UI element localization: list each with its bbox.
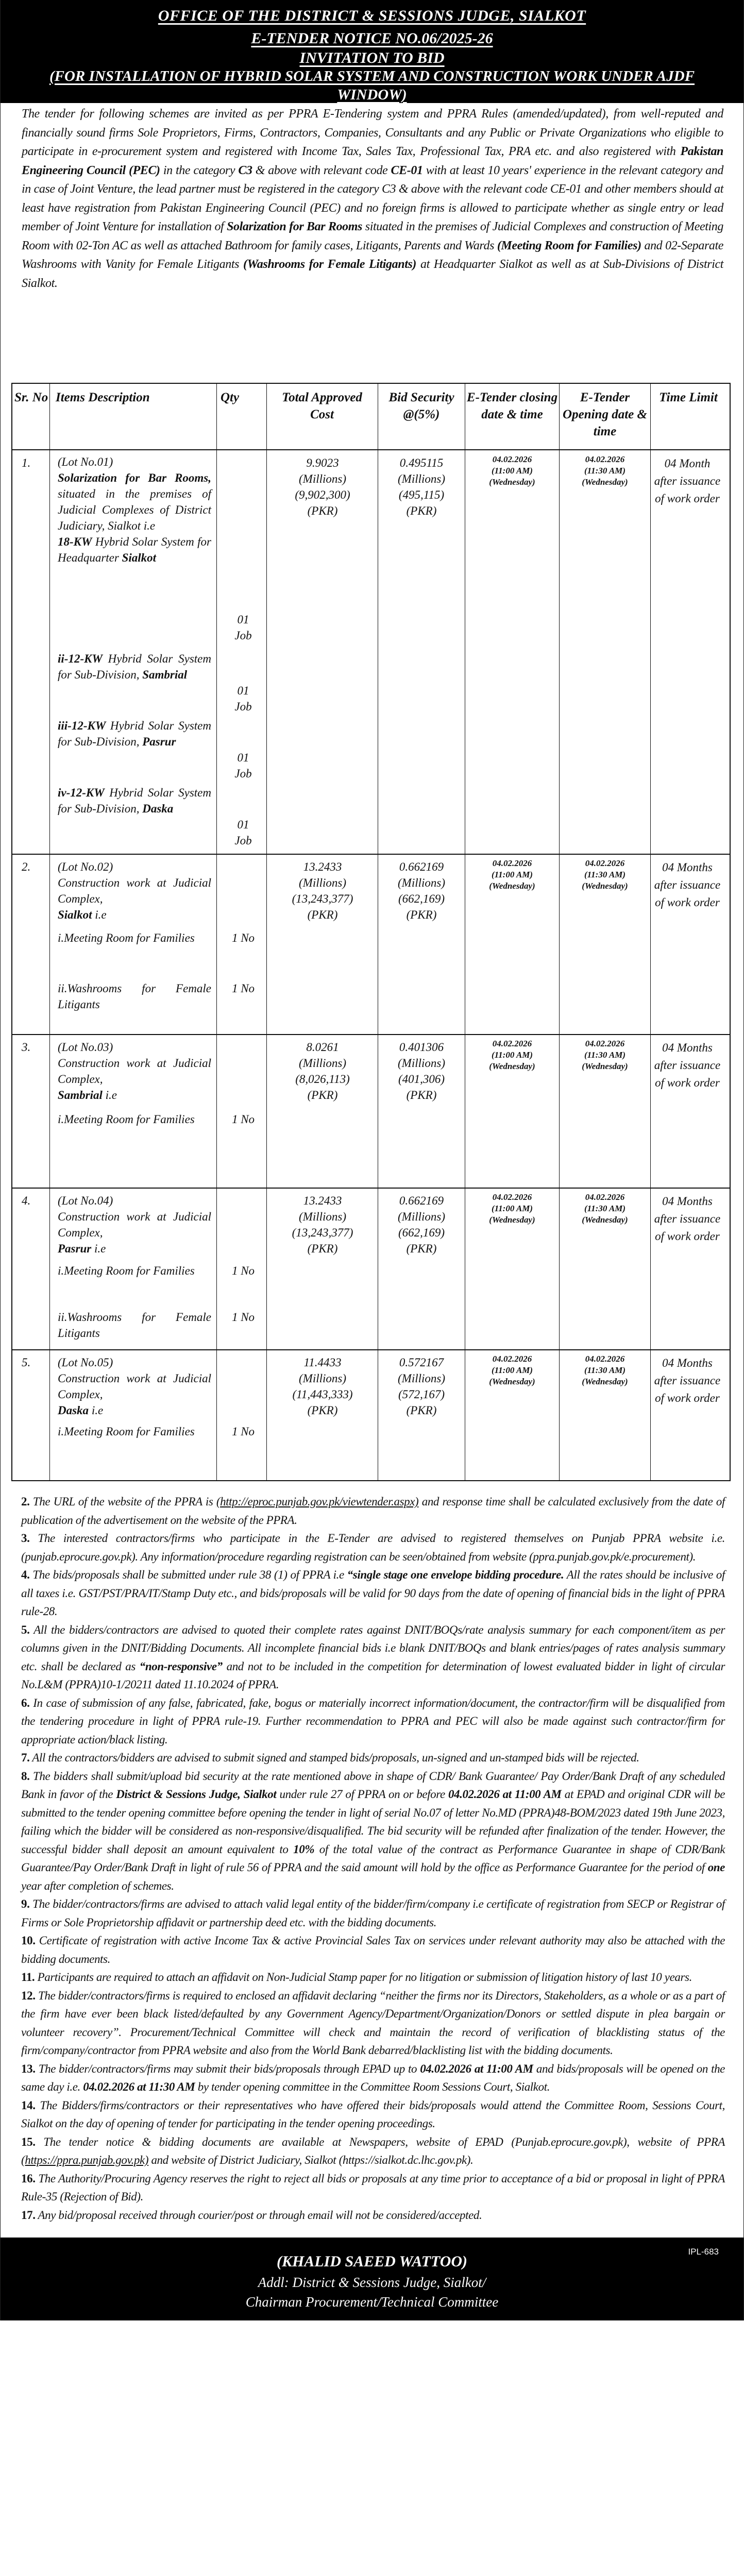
- clause-text: and website of District Judiciary, Sialkot (https://sialkot.dc.lhc.gov.pk).: [148, 2154, 474, 2166]
- clause-17: [21, 2206, 725, 2225]
- tender-notice-number: E-TENDER NOTICE NO.06/2025-26: [251, 30, 493, 47]
- item-capacity: 18-KW: [58, 535, 92, 548]
- clause-3: [21, 1529, 725, 1566]
- clause-emphasis: one: [707, 1861, 725, 1874]
- row-4-item-1-qty: 1 No: [231, 1264, 255, 1277]
- total-approved-cost-line: (11,443,333): [292, 1388, 353, 1401]
- row-4-closing-date-time: [466, 1192, 559, 1226]
- clause-number: 4.: [21, 1568, 30, 1581]
- lot-description: Construction work at Judicial Complex,: [58, 1057, 211, 1086]
- clause-number: 8.: [21, 1769, 30, 1783]
- opening-date-time-line: (Wednesday): [582, 1215, 628, 1225]
- row-4-item-1-description: i.Meeting Room for Families: [58, 1264, 195, 1277]
- total-approved-cost-line: 8.0261: [306, 1041, 339, 1054]
- row-1-item-2-qty: 01 Job: [234, 684, 252, 713]
- row-1-item-4-qty: 01 Job: [234, 818, 252, 847]
- row-2-opening-date-time: [560, 858, 650, 892]
- bid-security-line: (572,167): [398, 1388, 445, 1401]
- clause-text: Certificate of registration with active Income Tax & active Provincial Sales Tax on services under relevant authority may also be attached with the bidding documents.: [21, 1934, 725, 1965]
- row-3-opening-date-time: [560, 1038, 650, 1072]
- opening-date-time-line: 04.02.2026: [585, 454, 625, 464]
- clause-number: 14.: [21, 2098, 36, 2112]
- row-1-item-4-description: [58, 785, 211, 817]
- clause-8: [21, 1767, 725, 1895]
- total-approved-cost-line: (PKR): [307, 908, 338, 921]
- closing-date-time-line: 04.02.2026: [492, 858, 532, 868]
- clause-4: [21, 1566, 725, 1621]
- row-3-time-limit: 04 Months after issuance of work order: [654, 1041, 721, 1089]
- row-2-description: [58, 859, 211, 923]
- closing-date-time-line: (Wednesday): [489, 477, 535, 487]
- bid-security-line: 0.572167: [399, 1356, 444, 1369]
- clause-text: Participants are required to attach an affidavit on Non-Judicial Stamp paper for no litigation or submission of litigation history of last 10 years.: [35, 1971, 692, 1984]
- clause-11: [21, 1968, 725, 1987]
- closing-date-time-line: (11:00 AM): [491, 870, 533, 879]
- row-5-total-approved-cost: [269, 1354, 376, 1418]
- clause-16: [21, 2170, 725, 2206]
- opening-date-time-line: (Wednesday): [582, 1377, 628, 1386]
- item-text: Hybrid Solar System for Sub-Division,: [58, 719, 211, 748]
- clause-text: The interested contractors/firms who participate in the E-Tender are advised to registered themselves on Punjab PPRA website i.e. (punjab.eprocure.gov.pk). Any information/procedure regarding registration can be seen/obtained from website (ppra.punjab.gov.pk/e.procurement).: [21, 1532, 725, 1563]
- bid-security-line: (PKR): [406, 908, 437, 921]
- clause-text: by tender opening committee in the Committee Room Sessions Court, Sialkot.: [195, 2080, 550, 2093]
- clause-5: [21, 1621, 725, 1694]
- item-text: Hybrid Solar System for Headquarter: [58, 535, 211, 564]
- row-1-time-limit: 04 Month after issuance of work order: [654, 457, 721, 505]
- total-approved-cost-line: (9,902,300): [295, 488, 350, 501]
- header-total-approved-cost: Total Approved Cost: [282, 391, 362, 421]
- row-1-opening-date-time: [560, 454, 650, 488]
- row-2-sr: 2.: [22, 860, 31, 873]
- clause-emphasis: 10%: [293, 1842, 315, 1856]
- lot-number: (Lot No.04): [58, 1194, 113, 1207]
- clause-7: [21, 1749, 725, 1767]
- row-5-time-limit: 04 Months after issuance of work order: [654, 1357, 721, 1404]
- row-1-description: [58, 454, 211, 566]
- item-location: Pasrur: [142, 735, 176, 748]
- clause-number: 3.: [21, 1532, 30, 1545]
- item-capacity: ii-12-KW: [58, 652, 103, 665]
- item-text: Hybrid Solar System for Sub-Division,: [58, 786, 211, 815]
- lot-number: (Lot No.03): [58, 1041, 113, 1054]
- clause-14: [21, 2096, 725, 2133]
- row-2-item-2-qty: 1 No: [231, 982, 255, 995]
- clause-text: All the bidders/contractors are advised to quoted their complete rates against DNIT/BOQs/rate analysis summary for each component/item as per columns given in the DNIT/Bidding Documents. All incomplete financial bids i.e blank DNIT/BOQs and blank entries/pages of rates analysis summary etc. shall be declared as: [21, 1623, 725, 1673]
- opening-date-time-line: (11:30 AM): [584, 1050, 626, 1060]
- bid-security-line: (495,115): [398, 488, 445, 501]
- intro-text: & above with relevant code: [252, 163, 391, 177]
- opening-date-time-line: (Wednesday): [582, 477, 628, 487]
- row-4-sr: 4.: [22, 1194, 31, 1207]
- bid-security-line: (662,169): [398, 1226, 445, 1239]
- total-approved-cost-line: (PKR): [307, 1089, 338, 1101]
- signatory-committee: Chairman Procurement/Technical Committee: [245, 2294, 499, 2310]
- tender-schedule-table: [11, 383, 731, 1481]
- lot-location: Sambrial: [58, 1089, 103, 1101]
- intro-bold-category: C3: [238, 163, 252, 177]
- publication-reference: IPL-683: [688, 2247, 719, 2257]
- intro-text: The tender for following schemes are invited as per PPRA E-Tendering system and PPRA Rules (amended/updated), from well-reputed and financially sound firms Sole Proprietors, Firms, Contractors, Companies, Consultants and any Public or Private Organizations who eligible to participate in e-procurement system and registered with Income Tax, Sales Tax, Professional Tax, PRA etc. and also registered with: [22, 107, 723, 158]
- row-divider: [12, 854, 730, 855]
- closing-date-time-line: (Wednesday): [489, 1215, 535, 1225]
- clause-text: All the rates should be inclusive of all taxes i.e. GST/PST/PRA/IT/Stamp Duty etc., and bids/proposals will be valid for 90 days from the date of opening of financial bids in the light of PPRA rule-28.: [21, 1568, 725, 1618]
- column-divider: [266, 384, 267, 1480]
- bid-security-line: (Millions): [398, 1057, 445, 1070]
- item-location: Sialkot: [122, 551, 157, 564]
- lot-location: Sialkot: [58, 908, 92, 921]
- clause-text: and response time shall be calculated exclusively from the date of publication of the advertisement on the website of the PPRA.: [21, 1495, 725, 1527]
- row-divider: [12, 1034, 730, 1035]
- total-approved-cost-line: (8,026,113): [295, 1073, 350, 1086]
- header-sr-no: Sr. No: [14, 391, 48, 404]
- clause-text: The Bidders/firms/contractors or their representatives who have offered their bids/proposals would attend the Committee Room, Sessions Court, Sialkot on the day of opening of tender for participating in the tender opening proceedings.: [21, 2098, 725, 2130]
- intro-text: situated in the premises of Judicial Complexes and construction of Meeting Room with 02-Ton AC as well as attached Bathroom for family cases, Litigants, Parents and Wards: [22, 220, 724, 252]
- clause-9: [21, 1895, 725, 1931]
- total-approved-cost-line: 13.2433: [303, 1194, 342, 1207]
- clause-emphasis: “non-responsive”: [139, 1659, 223, 1673]
- total-approved-cost-line: (13,243,377): [292, 1226, 353, 1239]
- row-divider: [12, 449, 730, 450]
- row-3-description: [58, 1039, 211, 1103]
- item-capacity: iii-12-KW: [58, 719, 106, 732]
- item-capacity: iv-12-KW: [58, 786, 105, 799]
- total-approved-cost-line: (Millions): [299, 472, 346, 485]
- row-2-item-1-qty: 1 No: [231, 931, 255, 944]
- bid-security-line: (401,306): [398, 1073, 445, 1086]
- clause-number: 9.: [21, 1897, 30, 1910]
- lot-ie: i.e: [102, 1089, 117, 1101]
- clause-number: 6.: [21, 1696, 30, 1709]
- row-divider: [12, 1349, 730, 1350]
- opening-date-time-line: 04.02.2026: [585, 1039, 625, 1048]
- lot-description: situated in the premises of Judicial Complexes of District Judiciary, Sialkot i.e: [58, 487, 211, 532]
- bid-security-line: (Millions): [398, 1372, 445, 1385]
- intro-bold-washrooms: (Washrooms for Female Litigants): [243, 258, 416, 271]
- terms-and-conditions: [21, 1493, 725, 2238]
- clause-number: 2.: [21, 1495, 30, 1508]
- row-4-item-2-qty: 1 No: [231, 1311, 255, 1324]
- row-1-closing-date-time: [466, 454, 559, 488]
- closing-date-time-line: 04.02.2026: [492, 1192, 532, 1202]
- closing-date-time-line: 04.02.2026: [492, 1039, 532, 1048]
- bid-security-line: 0.401306: [399, 1041, 444, 1054]
- header-items-description: Items Description: [56, 391, 150, 404]
- total-approved-cost-line: (Millions): [299, 876, 346, 889]
- total-approved-cost-line: (PKR): [307, 504, 338, 517]
- closing-date-time-line: (11:00 AM): [491, 1204, 533, 1213]
- clause-text: In case of submission of any false, fabricated, fake, bogus or materially incorrect information/document, the contractor/firm will be disqualified from the tendering procedure in light of PPRA rule-19. Further recommendation to PPRA and PEC will also be made against such contractor/firm for appropriate action/black listing.: [21, 1696, 725, 1746]
- total-approved-cost-line: 9.9023: [306, 456, 339, 469]
- closing-date-time-line: (Wednesday): [489, 1377, 535, 1386]
- lot-ie: i.e: [91, 1242, 106, 1255]
- clause-10: [21, 1931, 725, 1968]
- row-4-opening-date-time: [560, 1192, 650, 1226]
- row-1-total-approved-cost: [269, 455, 376, 519]
- row-5-closing-date-time: [466, 1353, 559, 1387]
- office-title: OFFICE OF THE DISTRICT & SESSIONS JUDGE, SIALKOT: [158, 7, 586, 24]
- opening-date-time-line: (Wednesday): [582, 881, 628, 891]
- notice-header: [1, 0, 743, 103]
- intro-text: at Headquarter Sialkot as well as at Sub-Divisions of District Sialkot.: [22, 258, 723, 290]
- header-closing-date: E-Tender closing date & time: [466, 391, 558, 421]
- closing-date-time-line: (11:00 AM): [491, 466, 533, 476]
- clause-number: 12.: [21, 1989, 36, 2002]
- intro-bold-solarization: Solarization for Bar Rooms: [227, 220, 362, 233]
- bid-security-line: (PKR): [406, 1404, 437, 1417]
- lot-description: Construction work at Judicial Complex,: [58, 1210, 211, 1239]
- bid-security-line: (PKR): [406, 504, 437, 517]
- row-1-item-2-description: [58, 651, 211, 683]
- clause-number: 15.: [21, 2135, 36, 2148]
- opening-date-time-line: (11:30 AM): [584, 466, 626, 476]
- clause-12: [21, 1987, 725, 2060]
- lot-location: Pasrur: [58, 1242, 92, 1255]
- row-4-time-limit: 04 Months after issuance of work order: [654, 1195, 721, 1243]
- total-approved-cost-line: (PKR): [307, 1242, 338, 1255]
- clause-text: The Authority/Procuring Agency reserves the right to reject all bids or proposals at any time prior to acceptance of a bid or proposal in light of PPRA Rule-35 (Rejection of Bid).: [21, 2172, 725, 2203]
- row-2-item-1-description: i.Meeting Room for Families: [58, 931, 195, 944]
- clause-number: 7.: [21, 1751, 30, 1764]
- intro-bold-code: CE-01: [391, 163, 423, 177]
- clause-text: The bidder/contractors/firms may submit their bids/proposals through EPAD up to: [35, 2062, 420, 2075]
- total-approved-cost-line: (Millions): [299, 1057, 346, 1070]
- opening-date-time-line: (11:30 AM): [584, 1365, 626, 1375]
- row-1-item-1-qty: 01 Job: [234, 613, 252, 642]
- clause-text: The bids/proposals shall be submitted under rule 38 (1) of PPRA i.e: [29, 1568, 347, 1581]
- clause-text: The tender notice & bidding documents are available at Newspapers, website of EPAD (Punjab.eprocure.gov.pk), website of PPRA: [35, 2135, 725, 2148]
- row-2-closing-date-time: [466, 858, 559, 892]
- row-3-item-1-qty: 1 No: [231, 1113, 255, 1126]
- row-1-item-3-description: [58, 718, 211, 750]
- row-4-bid-security: [379, 1193, 464, 1257]
- lot-title: Solarization for Bar Rooms,: [58, 471, 211, 484]
- row-3-total-approved-cost: [269, 1039, 376, 1103]
- lot-ie: i.e: [89, 1404, 104, 1417]
- closing-date-time-line: (Wednesday): [489, 881, 535, 891]
- row-1-bid-security: [379, 455, 464, 519]
- closing-date-time-line: 04.02.2026: [492, 454, 532, 464]
- bid-security-line: (PKR): [406, 1089, 437, 1101]
- clause-text: Any bid/proposal received through courier/post or through email will not be considered/accepted.: [35, 2208, 482, 2222]
- clause-text: The bidder/contractors/firms are advised to attach valid legal entity of the bidder/firm/company i.e certificate of registration from SECP or Registrar of Firms or Sole Proprietorship affidavit or partnership deed etc. with the bidding documents.: [21, 1897, 725, 1929]
- opening-date-time-line: 04.02.2026: [585, 1192, 625, 1202]
- clause-number: 16.: [21, 2172, 36, 2185]
- lot-ie: i.e: [92, 908, 107, 921]
- clause-number: 10.: [21, 1934, 36, 1947]
- clause-text: at EPAD and original CDR will be submitted to the tender opening committee before opening the tender in light of serial No.07 of letter No.MD (PPRA)48-BOM/2023 dated 19th June 2023, failing which the bidder will be considered as non-responsive/disqualified. The bid security will be refunded after finalization of the tender. However, the successful bidder shall deposit an amount equivalent to: [21, 1788, 725, 1856]
- column-divider: [559, 384, 560, 1480]
- clause-emphasis: 04.02.2026 at 11:00 AM: [420, 2062, 533, 2075]
- lot-description: Construction work at Judicial Complex,: [58, 1372, 211, 1401]
- invitation-heading: INVITATION TO BID: [299, 49, 445, 66]
- clause-number: 5.: [21, 1623, 30, 1636]
- clause-text: The URL of the website of the PPRA is: [29, 1495, 216, 1508]
- clause-text: under rule 27 of PPRA on or before: [276, 1788, 448, 1801]
- signature-block: [1, 2238, 743, 2320]
- clause-text: year after completion of schemes.: [21, 1879, 174, 1892]
- clause-text: and not to be included in the competition for determination of lowest evaluated bidder in light of circular No.L&M (PPRA)10-1/20211 dated 11.10.2024 of PPRA.: [21, 1659, 725, 1691]
- clause-15: [21, 2133, 725, 2170]
- total-approved-cost-line: 11.4433: [303, 1356, 342, 1369]
- row-divider: [12, 1188, 730, 1189]
- clause-text: and bids/proposals will be opened on the same day i.e.: [21, 2062, 725, 2093]
- lot-description: Construction work at Judicial Complex,: [58, 876, 211, 905]
- opening-date-time-line: 04.02.2026: [585, 1354, 625, 1364]
- row-5-description: [58, 1354, 211, 1418]
- clause-number: 13.: [21, 2062, 36, 2075]
- opening-date-time-line: (11:30 AM): [584, 1204, 626, 1213]
- tender-purpose: (FOR INSTALLATION OF HYBRID SOLAR SYSTEM AND CONSTRUCTION WORK UNDER AJDF WINDOW): [49, 68, 695, 103]
- bid-security-line: (PKR): [406, 1242, 437, 1255]
- total-approved-cost-line: (PKR): [307, 1404, 338, 1417]
- intro-bold-meeting-room: (Meeting Room for Families): [497, 239, 641, 252]
- row-4-item-2-description: ii.Washrooms for Female Litigants: [58, 1311, 211, 1340]
- bid-security-line: (662,169): [398, 892, 445, 905]
- total-approved-cost-line: (13,243,377): [292, 892, 353, 905]
- website-link[interactable]: (http://eproc.punjab.gov.pk/viewtender.aspx): [216, 1495, 419, 1508]
- clause-13: [21, 2060, 725, 2096]
- row-4-description: [58, 1193, 211, 1257]
- lot-location: Daska: [58, 1404, 89, 1417]
- opening-date-time-line: 04.02.2026: [585, 858, 625, 868]
- bid-security-line: 0.662169: [399, 860, 444, 873]
- closing-date-time-line: (11:00 AM): [491, 1365, 533, 1375]
- row-3-bid-security: [379, 1039, 464, 1103]
- item-text: Hybrid Solar System for Sub-Division,: [58, 652, 211, 681]
- lot-number: (Lot No.05): [58, 1356, 113, 1369]
- column-divider: [49, 384, 50, 1480]
- clause-6: [21, 1694, 725, 1749]
- row-5-bid-security: [379, 1354, 464, 1418]
- row-4-total-approved-cost: [269, 1193, 376, 1257]
- lot-number: (Lot No.01): [58, 455, 113, 468]
- signatory-designation: Addl: District & Sessions Judge, Sialkot/: [258, 2275, 486, 2290]
- row-5-opening-date-time: [560, 1353, 650, 1387]
- row-5-sr: 5.: [22, 1356, 31, 1369]
- bid-security-line: (Millions): [398, 876, 445, 889]
- total-approved-cost-line: 13.2433: [303, 860, 342, 873]
- item-location: Sambrial: [142, 668, 188, 681]
- closing-date-time-line: 04.02.2026: [492, 1354, 532, 1364]
- intro-paragraph: [22, 105, 723, 383]
- column-divider: [216, 384, 217, 1480]
- clause-text: The bidder/contractors/firms is required to enclosed an affidavit declaring “neither the firms nor its Directors, Stakeholders, as a whole or as a part of the firm have ever been black listed/defaulted by any Government Agency/Department/Organization/Donors or settled dispute in plea bargain or volunteer recovery”. Procurement/Technical Committee will check and maintain the record of verification of blacklisting status of the firm/company/contractor from PPRA website and also from the World Bank debarred/blacklisting list with the bidding documents.: [21, 1989, 725, 2057]
- opening-date-time-line: (11:30 AM): [584, 870, 626, 879]
- clause-text: of the total value of the contract as Performance Guarantee in shape of CDR/Bank Guarantee/Pay Order/Bank Draft in light of rule 56 of PPRA and the said amount will hold by the office as Performance Guarantee for the period of: [21, 1842, 725, 1874]
- clause-2: [21, 1493, 725, 1529]
- clause-text: All the contractors/bidders are advised to submit signed and stamped bids/proposals, un-signed and un-stamped bids will be rejected.: [29, 1751, 639, 1764]
- clause-emphasis: 04.02.2026 at 11:00 AM: [448, 1788, 562, 1801]
- row-3-closing-date-time: [466, 1038, 559, 1072]
- closing-date-time-line: (Wednesday): [489, 1061, 535, 1071]
- signatory-name: (KHALID SAEED WATTOO): [276, 2253, 468, 2270]
- clause-text: The bidders shall submit/upload bid security at the rate mentioned above in shape of CDR/ Bank Guarantee/ Pay Order/Bank Draft of any scheduled Bank in favor of the: [21, 1769, 725, 1801]
- bid-security-line: (Millions): [398, 1210, 445, 1223]
- column-divider: [650, 384, 651, 1480]
- row-3-sr: 3.: [22, 1041, 31, 1054]
- clause-number: 17.: [21, 2208, 36, 2222]
- clause-number: 11.: [21, 1971, 35, 1984]
- clause-emphasis: District & Sessions Judge, Sialkot: [116, 1788, 277, 1801]
- row-5-item-1-qty: 1 No: [231, 1425, 255, 1438]
- row-5-item-1-description: i.Meeting Room for Families: [58, 1425, 195, 1438]
- row-1-sr: 1.: [22, 456, 31, 469]
- row-2-time-limit: 04 Months after issuance of work order: [654, 861, 721, 909]
- total-approved-cost-line: (Millions): [299, 1210, 346, 1223]
- website-link[interactable]: (https://ppra.punjab.gov.pk): [21, 2154, 149, 2166]
- intro-text: with at least 10 years' experience in the relevant category and in case of Joint Venture, the lead partner must be registered in the category C3 & above with the relevant code CE-01 and other members should at least have registration from Pakistan Engineering Council (PEC) and no foreign firms is allowed to participate whether as single entry or lead member of Joint Venture for installation of: [22, 163, 723, 233]
- bid-security-line: 0.495115: [399, 456, 444, 469]
- row-2-total-approved-cost: [269, 859, 376, 923]
- bid-security-line: (Millions): [398, 472, 445, 485]
- header-bid-security: Bid Security @(5%): [388, 391, 454, 421]
- row-1-item-3-qty: 01 Job: [234, 751, 252, 780]
- clause-emphasis: “single stage one envelope bidding procedure.: [347, 1568, 564, 1581]
- closing-date-time-line: (11:00 AM): [491, 1050, 533, 1060]
- row-3-item-1-description: i.Meeting Room for Families: [58, 1113, 195, 1126]
- intro-text: and 02-Separate Washrooms with Vanity for Female Litigants: [22, 239, 724, 271]
- header-opening-date: E-Tender Opening date & time: [563, 391, 647, 438]
- header-qty: Qty: [221, 391, 240, 404]
- row-2-bid-security: [379, 859, 464, 923]
- bid-security-line: 0.662169: [399, 1194, 444, 1207]
- intro-bold-pec: Pakistan Engineering Council (PEC): [22, 145, 723, 177]
- clause-emphasis: 04.02.2026 at 11:30 AM: [83, 2080, 195, 2093]
- header-time-limit: Time Limit: [659, 391, 718, 404]
- total-approved-cost-line: (Millions): [299, 1372, 346, 1385]
- item-location: Daska: [142, 802, 174, 815]
- intro-text: in the category: [160, 163, 239, 177]
- opening-date-time-line: (Wednesday): [582, 1061, 628, 1071]
- lot-number: (Lot No.02): [58, 860, 113, 873]
- row-2-item-2-description: ii.Washrooms for Female Litigants: [58, 982, 211, 1011]
